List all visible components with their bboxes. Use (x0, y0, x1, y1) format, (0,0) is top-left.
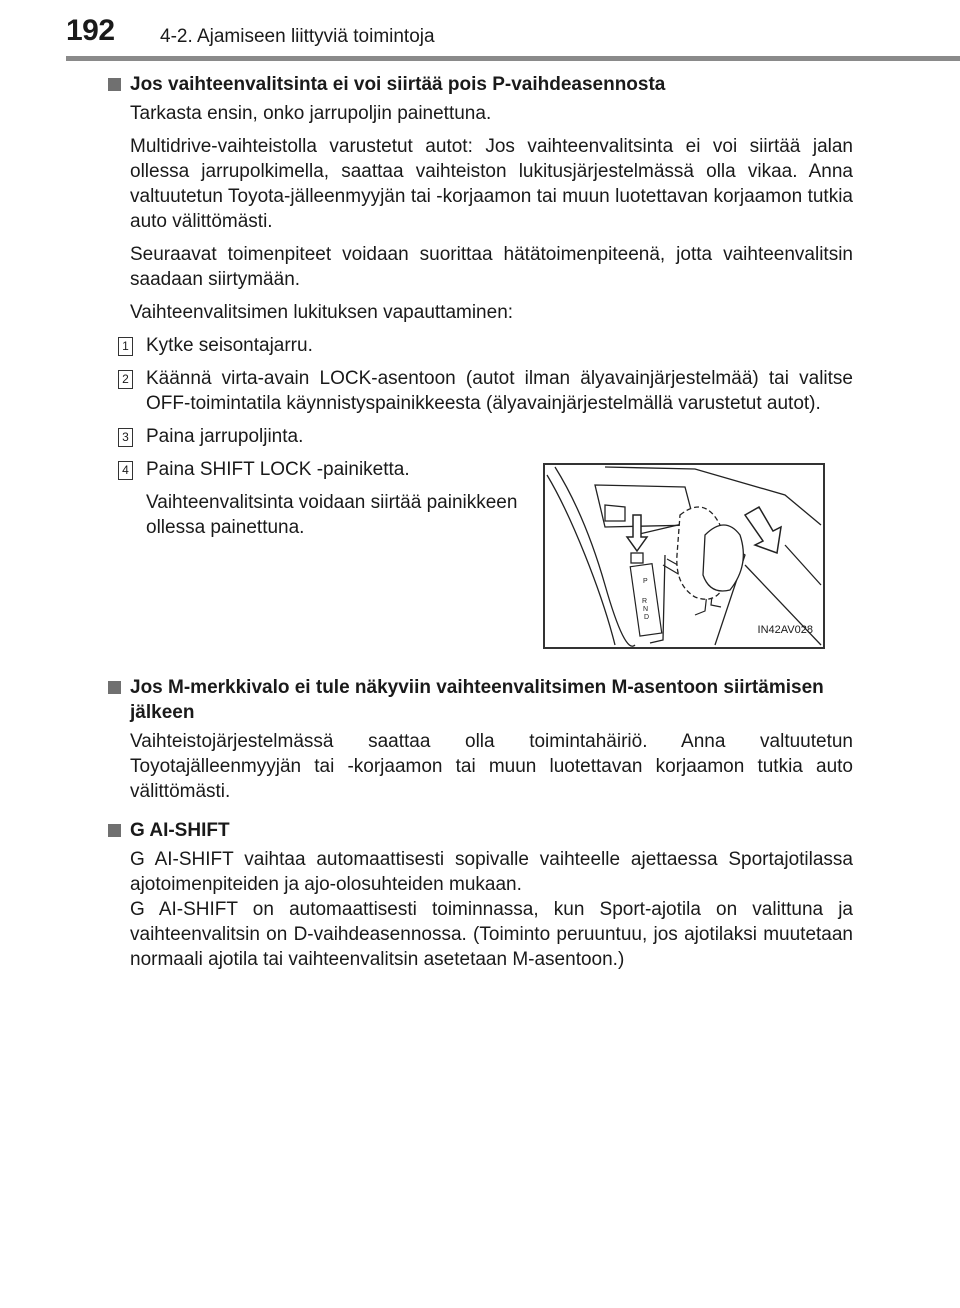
bullet-square-icon (108, 681, 121, 694)
step-note: Vaihteenvalitsinta voidaan siirtää painikkeen ollessa painettuna. (146, 492, 518, 538)
gate-label-r: R (642, 598, 648, 605)
step-1 (122, 333, 853, 358)
section-g-ai-shift (108, 818, 853, 972)
step-text: Kytke seisontajarru. (146, 335, 313, 356)
chapter-title: 4-2. Ajamiseen liittyviä toimintoja (160, 26, 435, 47)
step-number: 2 (118, 370, 133, 389)
step-2 (122, 366, 853, 416)
bullet-square-icon (108, 824, 121, 837)
paragraph: Multidrive-vaihteistolla varustetut autot: Jos vaihteenvalitsinta ei voi siirtää jalan ollessa jarrupolkimella, saattaa vaihteiston lukitusjärjestelmässä olla vikaa. Anna valtuutetun Toyota-jälleenmyyjän tai -korjaamon tai muun luotettavan korjaamon tutkia auto välittömästi. (130, 136, 853, 232)
paragraph: Vaihteistojärjestelmässä saattaa olla toimintahäiriö. Anna valtuutetun Toyotajälleenmyyjän tai -korjaamon tai muun luotettavan korjaamon tutkia auto välittömästi. (130, 731, 853, 802)
step-text: Paina SHIFT LOCK -painiketta. (146, 459, 410, 480)
step-4-block (108, 457, 853, 653)
header-rule (66, 56, 960, 61)
page-content (108, 72, 853, 972)
section-heading: G AI-SHIFT (108, 818, 853, 843)
step-text: Käännä virta-avain LOCK-asentoon (autot ilman älyavainjärjestelmää) tai valitse OFF-toimintatila käynnistyspainikkeesta (älyavainjärjestelmällä varustetut autot). (146, 368, 853, 414)
shift-lock-illustration (543, 463, 825, 649)
gate-label-n: N (643, 606, 649, 613)
page-number: 192 (66, 14, 115, 47)
gate-label-p: P (643, 578, 648, 585)
paragraph: G AI-SHIFT on automaattisesti toiminnassa, kun Sport-ajotila on valittuna ja vaihteenvalitsin on D-vaihdeasennossa. (Toiminto peruuntuu, jos ajotilaksi muutetaan normaali ajotila tai vaihteenvalitsin asetetaan M-asentoon.) (130, 899, 853, 970)
paragraph: Tarkasta ensin, onko jarrupoljin painettuna. (130, 103, 492, 124)
section-m-indicator (108, 675, 853, 804)
gate-label-d: D (644, 614, 650, 621)
illustration-code: IN42AV028 (757, 624, 813, 636)
step-4 (122, 457, 518, 540)
section-shift-lock (108, 72, 853, 653)
step-text: Paina jarrupoljinta. (146, 426, 304, 447)
step-number: 4 (118, 461, 133, 480)
step-number: 3 (118, 428, 133, 447)
paragraph: G AI-SHIFT vaihtaa automaattisesti sopivalle vaihteelle ajettaessa Sportajotilassa ajotoimenpiteiden ja ajo-olosuhteiden mukaan. (130, 849, 853, 895)
paragraph: Vaihteenvalitsimen lukituksen vapauttaminen: (130, 302, 514, 323)
step-3 (122, 424, 853, 449)
section-heading: Jos vaihteenvalitsinta ei voi siirtää pois P-vaihdeasennosta (108, 72, 853, 97)
paragraph: Seuraavat toimenpiteet voidaan suorittaa hätätoimenpiteenä, jotta vaihteenvalitsin saadaan siirtymään. (130, 244, 853, 290)
section-heading: Jos M-merkkivalo ei tule näkyviin vaihteenvalitsimen M-asentoon siirtämisen jälkeen (108, 675, 853, 725)
step-number: 1 (118, 337, 133, 356)
bullet-square-icon (108, 78, 121, 91)
